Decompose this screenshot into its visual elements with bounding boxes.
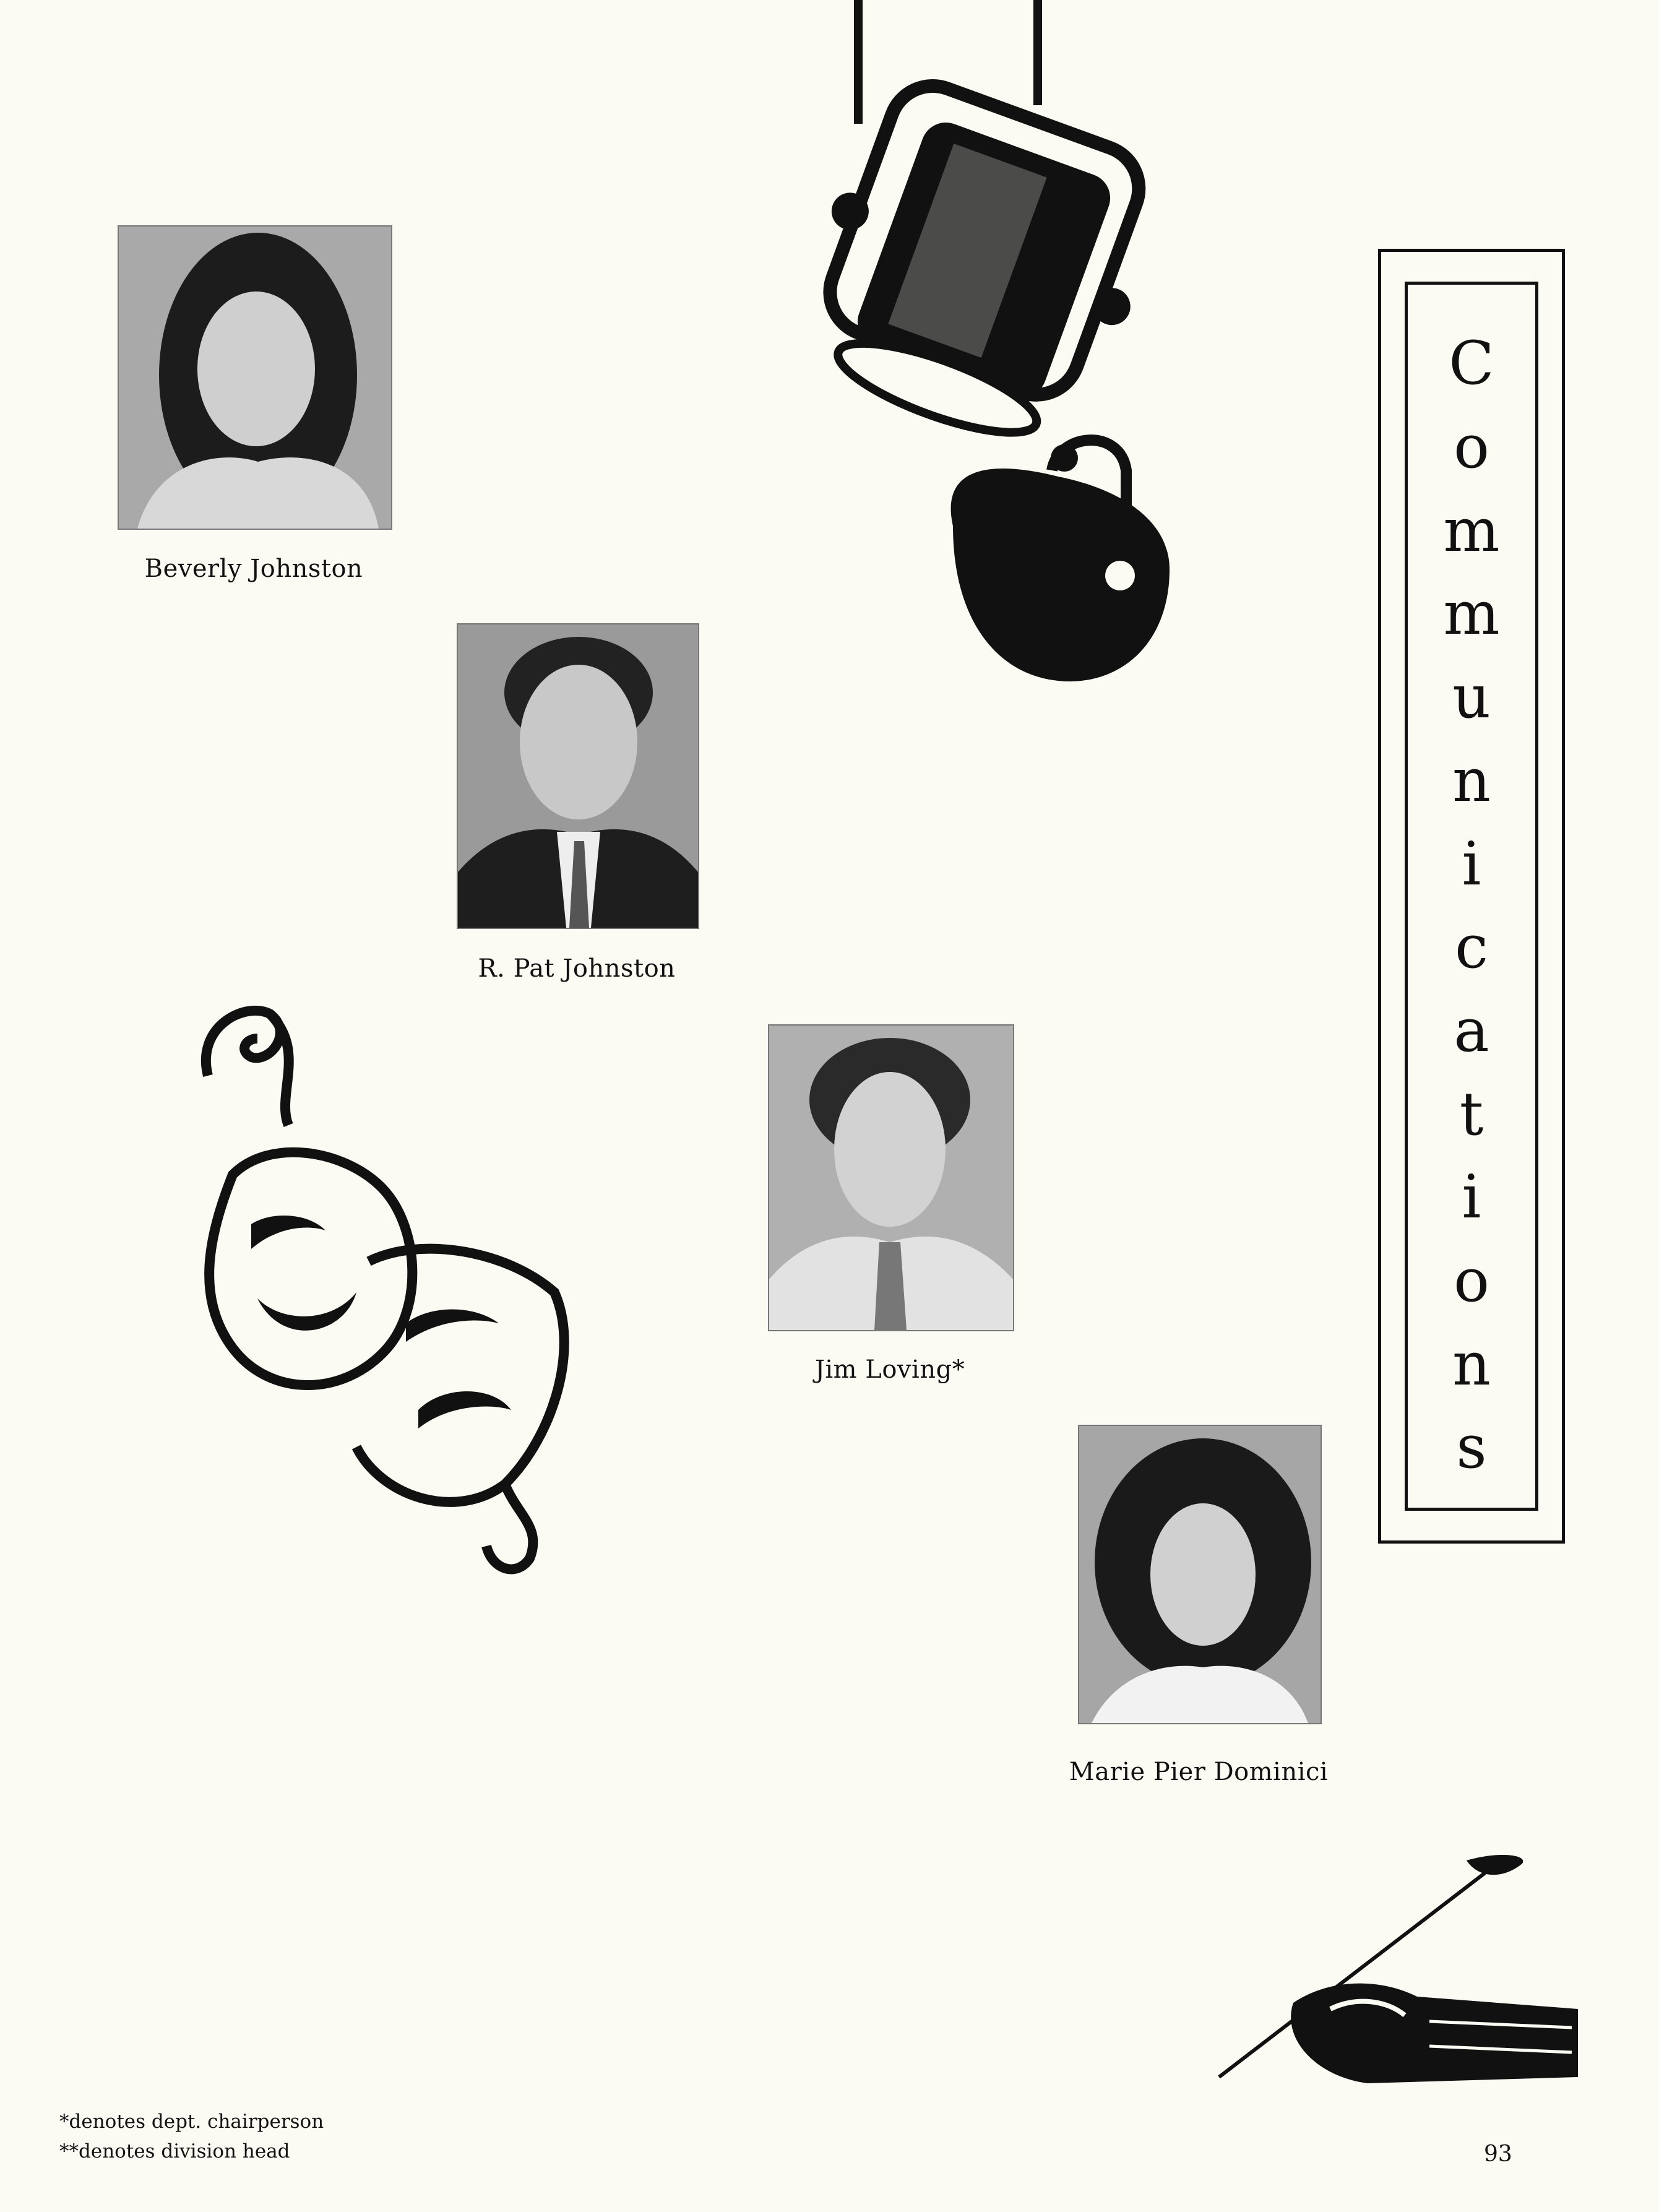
faculty-photo	[118, 225, 392, 530]
faculty-name: Marie Pier Dominici	[1069, 1758, 1329, 1786]
faculty-name: Beverly Johnston	[144, 555, 363, 583]
quill-pen-hand-icon	[1207, 1854, 1584, 2083]
faculty-photo	[457, 623, 699, 929]
comedy-tragedy-masks-icon	[183, 1001, 579, 1589]
title-letter: i	[1462, 829, 1481, 899]
title-letter: o	[1454, 1246, 1489, 1316]
department-title-frame	[1378, 249, 1565, 1544]
title-letter: o	[1454, 412, 1489, 482]
footnote-chairperson: *denotes dept. chairperson	[59, 2110, 324, 2133]
title-letter: m	[1443, 579, 1500, 649]
title-letter: s	[1456, 1412, 1487, 1482]
title-letter: t	[1459, 1079, 1484, 1149]
title-letter: a	[1454, 995, 1489, 1065]
page-number: 93	[1484, 2141, 1512, 2167]
footnote-division-head: **denotes division head	[59, 2140, 290, 2162]
title-letter: i	[1462, 1162, 1481, 1232]
title-letter: c	[1455, 912, 1488, 982]
faculty-photo	[768, 1024, 1014, 1331]
department-title	[1405, 282, 1538, 1511]
stage-spotlight-icon	[798, 0, 1194, 693]
faculty-name: R. Pat Johnston	[478, 954, 676, 983]
title-letter: n	[1452, 745, 1491, 815]
faculty-photo	[1078, 1425, 1322, 1724]
title-letter: C	[1449, 329, 1494, 399]
title-letter: m	[1443, 495, 1500, 565]
title-letter: u	[1452, 662, 1491, 732]
faculty-name: Jim Loving*	[814, 1355, 965, 1384]
title-letter: n	[1452, 1329, 1491, 1399]
